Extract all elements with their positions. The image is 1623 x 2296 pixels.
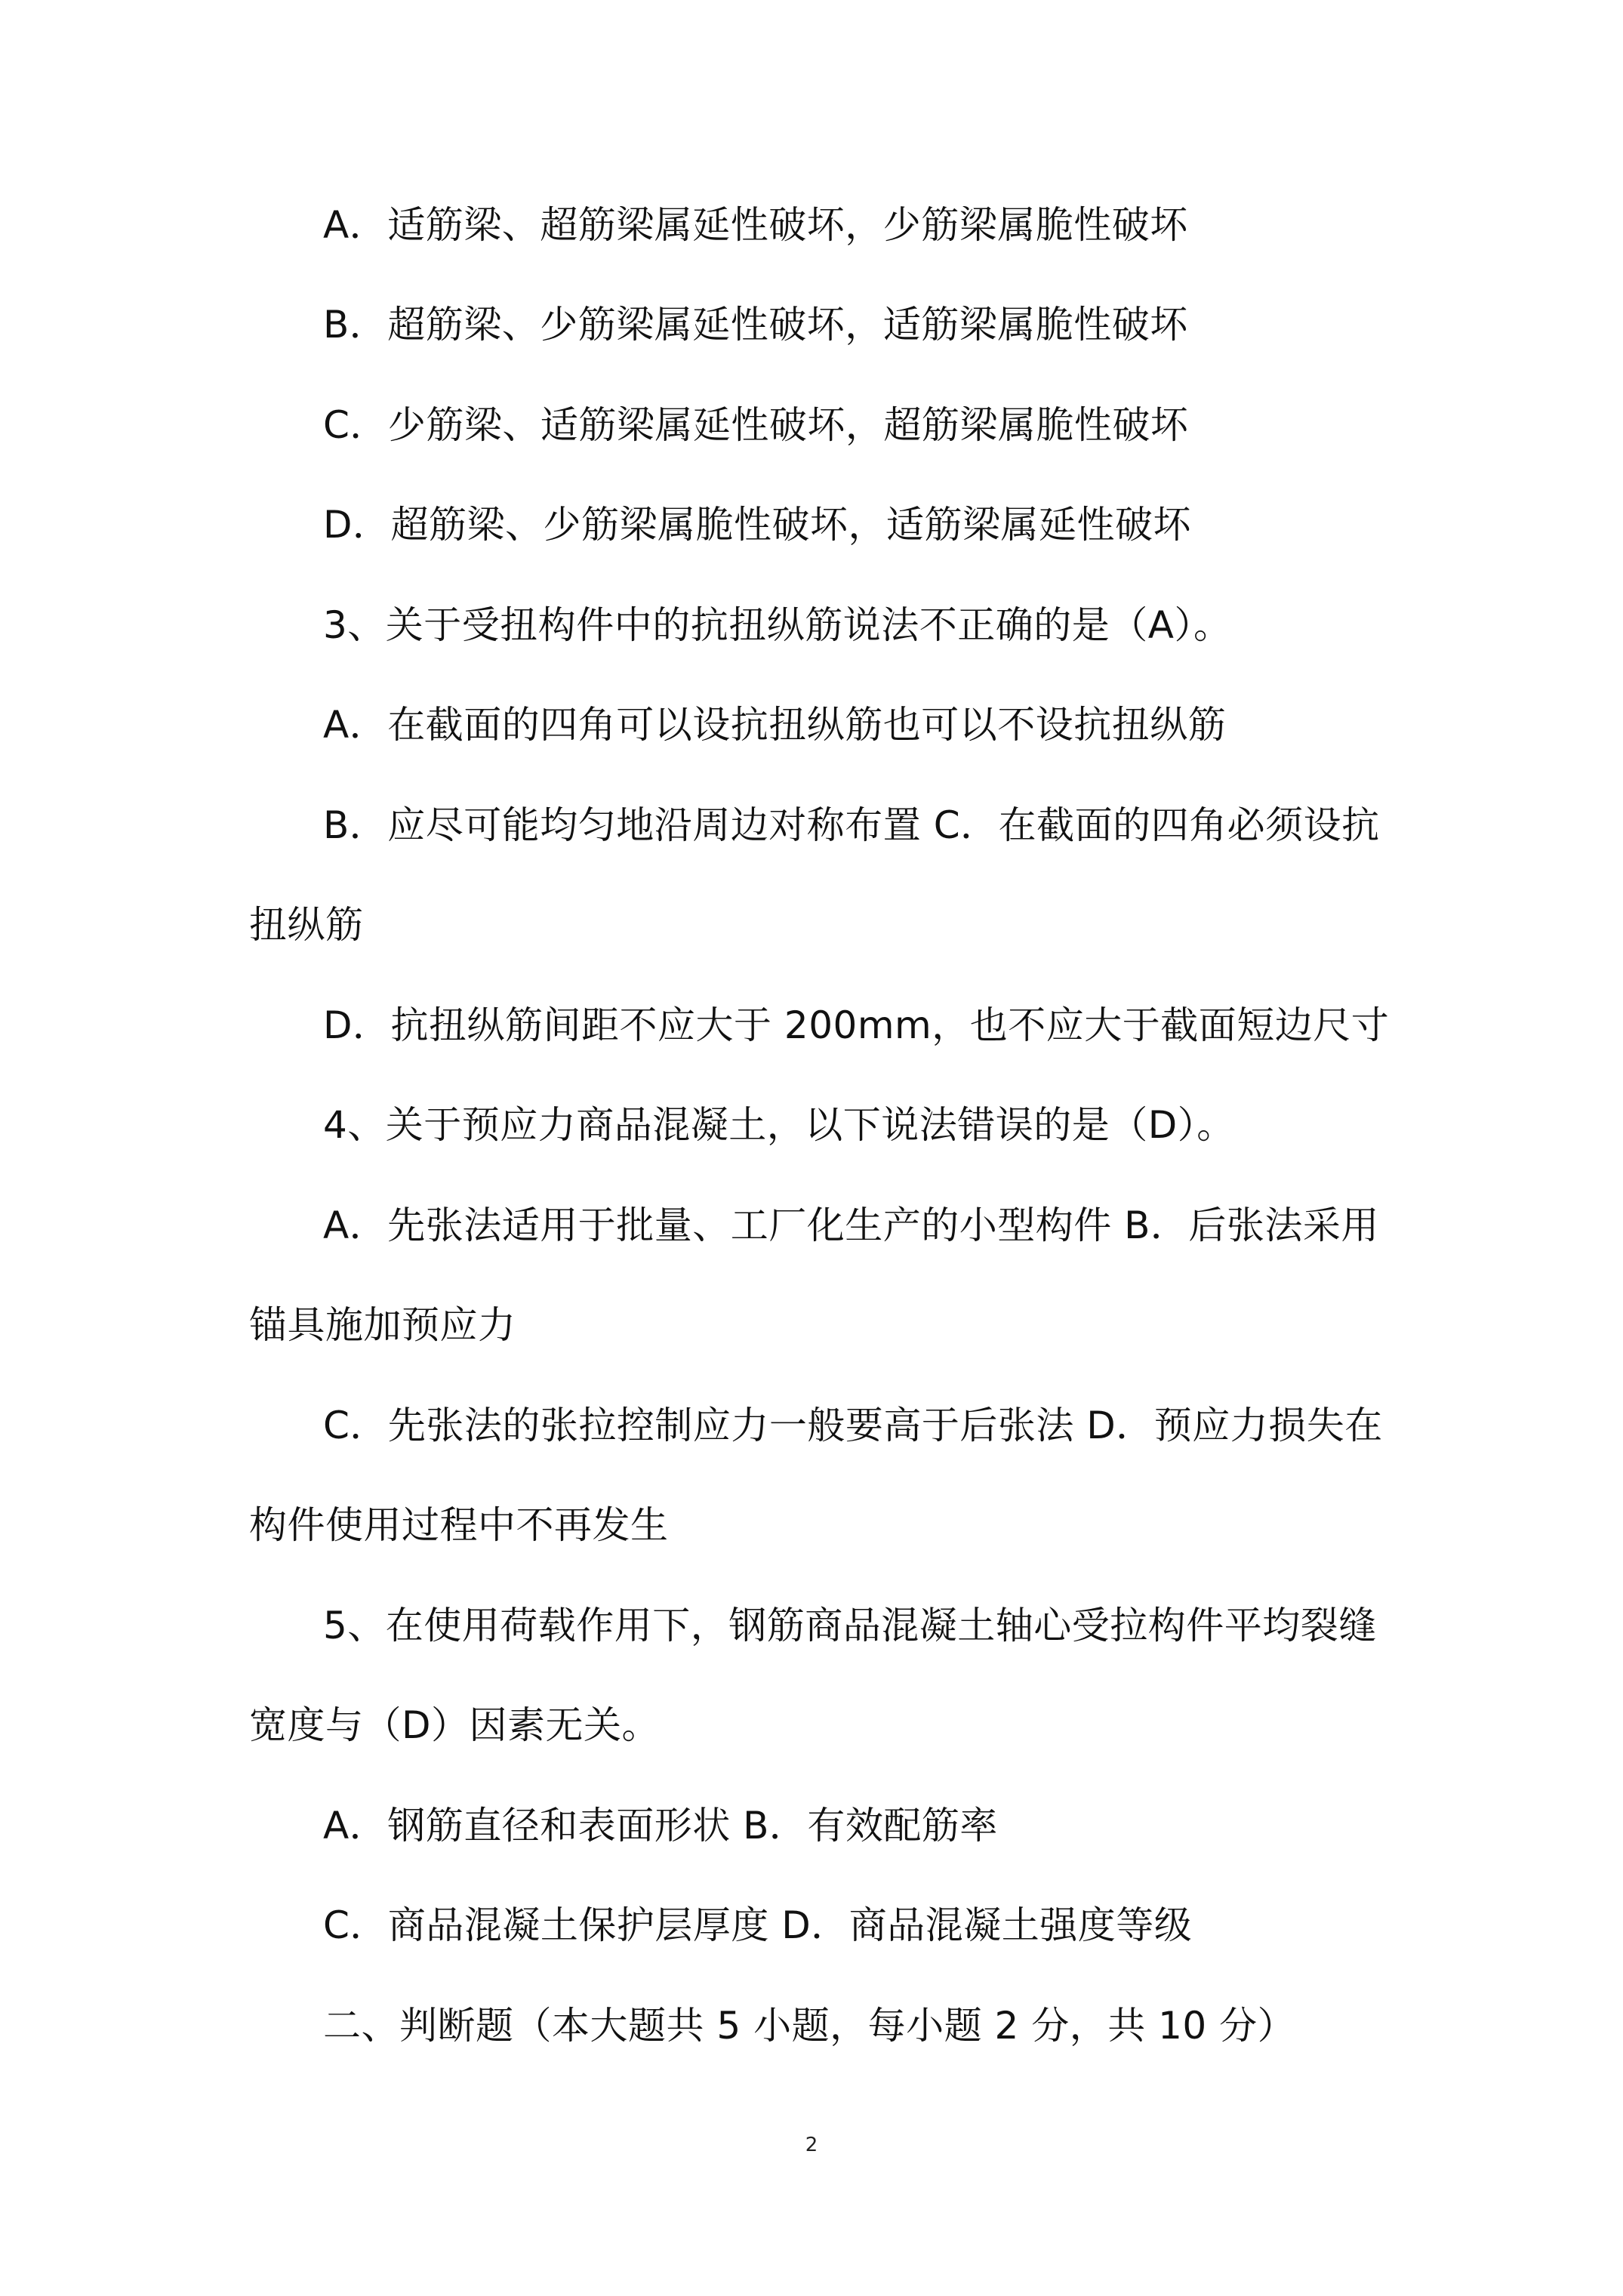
option-d-q2: D．超筋梁、少筋梁属脆性破坏，适筋梁属延性破坏 bbox=[323, 503, 1191, 547]
question-4: 4、关于预应力商品混凝土，以下说法错误的是（D）。 bbox=[323, 1103, 1235, 1147]
option-b-q2: B．超筋梁、少筋梁属延性破坏，适筋梁属脆性破坏 bbox=[323, 303, 1188, 347]
question-5: 5、在使用荷载作用下，钢筋商品混凝土轴心受拉构件平均裂缝 bbox=[323, 1604, 1377, 1647]
option-c-d-q4: C．先张法的张拉控制应力一般要高于后张法 D．预应力损失在 bbox=[323, 1404, 1383, 1447]
option-a-b-q5: A．钢筋直径和表面形状 B．有效配筋率 bbox=[323, 1804, 998, 1848]
option-a-q2: A．适筋梁、超筋梁属延性破坏，少筋梁属脆性破坏 bbox=[323, 203, 1188, 247]
option-a-b-q4: A．先张法适用于批量、工厂化生产的小型构件 B．后张法采用 bbox=[323, 1203, 1379, 1247]
option-b-c-q3-continuation: 扭纵筋 bbox=[249, 903, 364, 947]
section-heading-judgment: 二、判断题（本大题共 5 小题，每小题 2 分，共 10 分） bbox=[323, 2004, 1296, 2048]
option-a-q3: A．在截面的四角可以设抗扭纵筋也可以不设抗扭纵筋 bbox=[323, 703, 1227, 747]
option-a-b-q4-continuation: 锚具施加预应力 bbox=[249, 1303, 516, 1347]
option-c-d-q5: C．商品混凝土保护层厚度 D．商品混凝土强度等级 bbox=[323, 1903, 1193, 1947]
option-d-q3: D．抗扭纵筋间距不应大于 200mm，也不应大于截面短边尺寸 bbox=[323, 1003, 1390, 1047]
page-number: 2 bbox=[805, 2134, 818, 2156]
option-c-d-q4-continuation: 构件使用过程中不再发生 bbox=[249, 1503, 669, 1547]
question-3: 3、关于受扭构件中的抗扭纵筋说法不正确的是（A）。 bbox=[323, 603, 1232, 647]
question-5-continuation: 宽度与（D）因素无关。 bbox=[249, 1703, 661, 1747]
option-b-c-q3: B．应尽可能均匀地沿周边对称布置 C．在截面的四角必须设抗 bbox=[323, 803, 1380, 847]
option-c-q2: C．少筋梁、适筋梁属延性破坏，超筋梁属脆性破坏 bbox=[323, 403, 1189, 447]
